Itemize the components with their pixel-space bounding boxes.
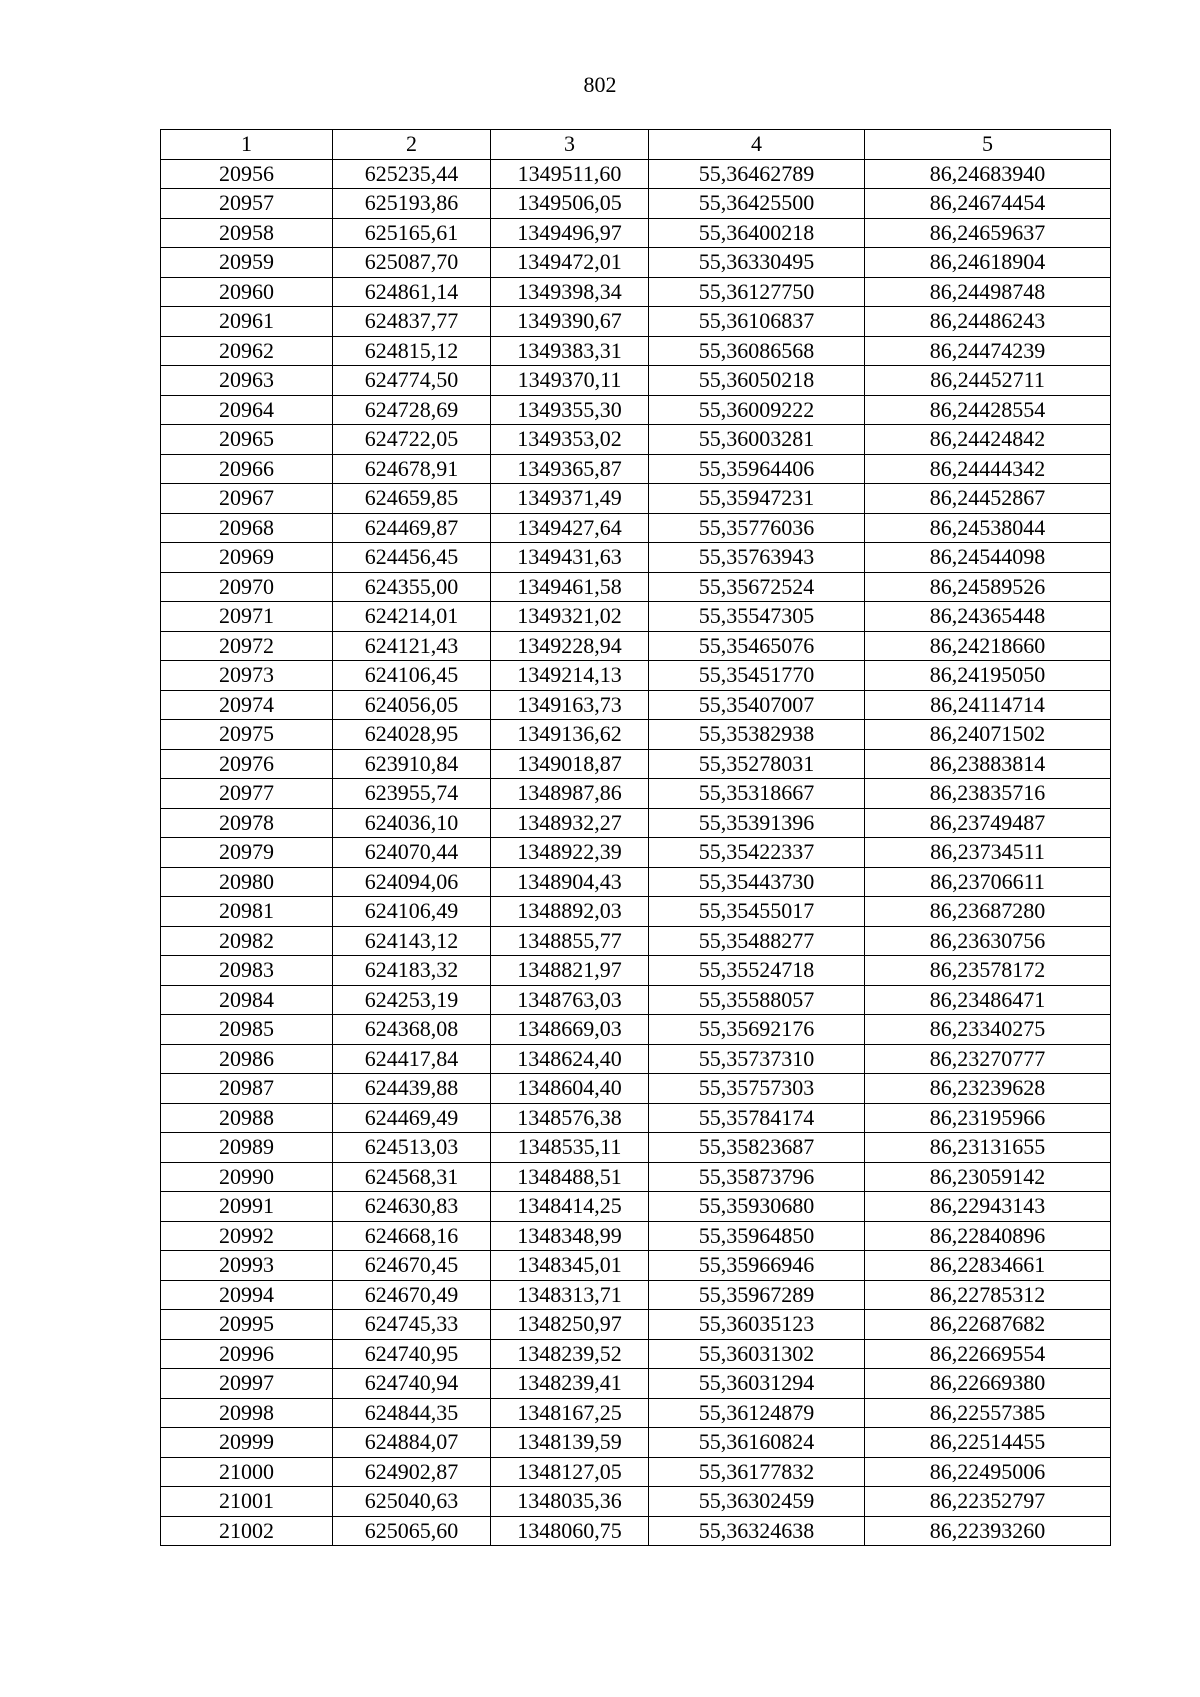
table-row (161, 661, 1111, 691)
table-cell-col-5: 86,23734511 (865, 838, 1111, 868)
table-cell-col-2: 624670,49 (333, 1280, 491, 1310)
table-cell-col-5: 86,23883814 (865, 749, 1111, 779)
table-cell-col-4: 55,35588057 (649, 985, 865, 1015)
table-cell-col-2: 624728,69 (333, 395, 491, 425)
table-cell-col-4: 55,35966946 (649, 1251, 865, 1281)
table-cell-col-4: 55,36050218 (649, 366, 865, 396)
table-cell-col-3: 1348624,40 (491, 1044, 649, 1074)
table-cell-col-4: 55,35455017 (649, 897, 865, 927)
table-cell-col-1: 21002 (161, 1516, 333, 1546)
table-cell-col-2: 624469,87 (333, 513, 491, 543)
table-cell-col-4: 55,35318667 (649, 779, 865, 809)
table-cell-col-2: 624036,10 (333, 808, 491, 838)
table-cell-col-5: 86,24544098 (865, 543, 1111, 573)
table-cell-col-4: 55,35672524 (649, 572, 865, 602)
table-body (161, 159, 1111, 1546)
table-cell-col-1: 20962 (161, 336, 333, 366)
table-cell-col-2: 623910,84 (333, 749, 491, 779)
table-cell-col-3: 1349427,64 (491, 513, 649, 543)
table-cell-col-4: 55,36330495 (649, 248, 865, 278)
table-cell-col-2: 625040,63 (333, 1487, 491, 1517)
table-row (161, 779, 1111, 809)
table-cell-col-4: 55,35488277 (649, 926, 865, 956)
table-cell-col-5: 86,22393260 (865, 1516, 1111, 1546)
table-cell-col-3: 1349511,60 (491, 159, 649, 189)
table-cell-col-4: 55,36003281 (649, 425, 865, 455)
table-row (161, 1044, 1111, 1074)
table-cell-col-5: 86,23270777 (865, 1044, 1111, 1074)
table-row (161, 1339, 1111, 1369)
table-cell-col-5: 86,24618904 (865, 248, 1111, 278)
table-cell-col-1: 20965 (161, 425, 333, 455)
table-row (161, 1369, 1111, 1399)
table-row (161, 1192, 1111, 1222)
table-cell-col-2: 625193,86 (333, 189, 491, 219)
table-cell-col-2: 624745,33 (333, 1310, 491, 1340)
table-cell-col-1: 20959 (161, 248, 333, 278)
table-cell-col-4: 55,35465076 (649, 631, 865, 661)
table-cell-col-3: 1348922,39 (491, 838, 649, 868)
table-cell-col-5: 86,24674454 (865, 189, 1111, 219)
table-row (161, 484, 1111, 514)
table-row (161, 1251, 1111, 1281)
table-cell-col-3: 1349163,73 (491, 690, 649, 720)
table-row (161, 189, 1111, 219)
table-cell-col-3: 1348987,86 (491, 779, 649, 809)
table-cell-col-4: 55,35776036 (649, 513, 865, 543)
table-cell-col-1: 20974 (161, 690, 333, 720)
table-cell-col-3: 1349365,87 (491, 454, 649, 484)
table-cell-col-5: 86,23059142 (865, 1162, 1111, 1192)
table-cell-col-5: 86,23486471 (865, 985, 1111, 1015)
table-cell-col-2: 624513,03 (333, 1133, 491, 1163)
table-cell-col-1: 20958 (161, 218, 333, 248)
table-cell-col-5: 86,23630756 (865, 926, 1111, 956)
table-cell-col-1: 20999 (161, 1428, 333, 1458)
table-cell-col-3: 1349136,62 (491, 720, 649, 750)
table-cell-col-2: 624439,88 (333, 1074, 491, 1104)
table-cell-col-5: 86,22495006 (865, 1457, 1111, 1487)
table-cell-col-3: 1348604,40 (491, 1074, 649, 1104)
table-cell-col-1: 21000 (161, 1457, 333, 1487)
table-cell-col-2: 624106,45 (333, 661, 491, 691)
table-cell-col-3: 1348127,05 (491, 1457, 649, 1487)
table-cell-col-3: 1349228,94 (491, 631, 649, 661)
table-cell-col-4: 55,35391396 (649, 808, 865, 838)
table-cell-col-5: 86,23706611 (865, 867, 1111, 897)
table-cell-col-4: 55,36302459 (649, 1487, 865, 1517)
table-cell-col-1: 20975 (161, 720, 333, 750)
table-cell-col-1: 20984 (161, 985, 333, 1015)
table-cell-col-1: 20995 (161, 1310, 333, 1340)
table-cell-col-2: 624722,05 (333, 425, 491, 455)
table-cell-col-2: 624056,05 (333, 690, 491, 720)
table-cell-col-3: 1349472,01 (491, 248, 649, 278)
table-cell-col-1: 20985 (161, 1015, 333, 1045)
table-cell-col-3: 1348488,51 (491, 1162, 649, 1192)
table-cell-col-4: 55,35930680 (649, 1192, 865, 1222)
table-cell-col-4: 55,35407007 (649, 690, 865, 720)
column-header-4: 4 (649, 130, 865, 160)
table-cell-col-1: 20994 (161, 1280, 333, 1310)
table-cell-col-3: 1348250,97 (491, 1310, 649, 1340)
table-cell-col-4: 55,36160824 (649, 1428, 865, 1458)
table-cell-col-3: 1349321,02 (491, 602, 649, 632)
table-cell-col-5: 86,24071502 (865, 720, 1111, 750)
table-cell-col-3: 1348904,43 (491, 867, 649, 897)
table-row (161, 956, 1111, 986)
table-cell-col-1: 20963 (161, 366, 333, 396)
table-cell-col-2: 624678,91 (333, 454, 491, 484)
table-cell-col-1: 20977 (161, 779, 333, 809)
table-cell-col-2: 624884,07 (333, 1428, 491, 1458)
table-cell-col-2: 623955,74 (333, 779, 491, 809)
table-cell-col-5: 86,24538044 (865, 513, 1111, 543)
table-cell-col-4: 55,36106837 (649, 307, 865, 337)
coordinates-table (160, 129, 1111, 1546)
table-cell-col-3: 1348139,59 (491, 1428, 649, 1458)
table-cell-col-4: 55,36425500 (649, 189, 865, 219)
table-row (161, 838, 1111, 868)
table-cell-col-4: 55,35692176 (649, 1015, 865, 1045)
table-cell-col-1: 20979 (161, 838, 333, 868)
table-cell-col-4: 55,35547305 (649, 602, 865, 632)
table-cell-col-5: 86,23578172 (865, 956, 1111, 986)
table-row (161, 1428, 1111, 1458)
table-cell-col-3: 1348763,03 (491, 985, 649, 1015)
table-cell-col-3: 1349496,97 (491, 218, 649, 248)
table-cell-col-5: 86,24365448 (865, 602, 1111, 632)
header-row (161, 130, 1111, 160)
table-cell-col-2: 624417,84 (333, 1044, 491, 1074)
table-cell-col-1: 20956 (161, 159, 333, 189)
table-row (161, 690, 1111, 720)
table-cell-col-1: 20980 (161, 867, 333, 897)
table-cell-col-5: 86,23749487 (865, 808, 1111, 838)
table-row (161, 1457, 1111, 1487)
table-cell-col-4: 55,36462789 (649, 159, 865, 189)
table-cell-col-2: 625065,60 (333, 1516, 491, 1546)
table-row (161, 1516, 1111, 1546)
table-cell-col-1: 20983 (161, 956, 333, 986)
table-cell-col-5: 86,24452867 (865, 484, 1111, 514)
table-cell-col-2: 624469,49 (333, 1103, 491, 1133)
table-cell-col-2: 624106,49 (333, 897, 491, 927)
table-cell-col-3: 1348239,41 (491, 1369, 649, 1399)
table-cell-col-5: 86,22557385 (865, 1398, 1111, 1428)
table-cell-col-1: 20967 (161, 484, 333, 514)
table-cell-col-4: 55,36124879 (649, 1398, 865, 1428)
table-cell-col-3: 1348669,03 (491, 1015, 649, 1045)
table-cell-col-1: 20970 (161, 572, 333, 602)
table-cell-col-5: 86,24474239 (865, 336, 1111, 366)
table-cell-col-3: 1349390,67 (491, 307, 649, 337)
table-cell-col-2: 624183,32 (333, 956, 491, 986)
table-cell-col-2: 624094,06 (333, 867, 491, 897)
table-cell-col-5: 86,22785312 (865, 1280, 1111, 1310)
table-cell-col-3: 1349018,87 (491, 749, 649, 779)
table-row (161, 1280, 1111, 1310)
table-cell-col-4: 55,35757303 (649, 1074, 865, 1104)
table-row (161, 1074, 1111, 1104)
table-cell-col-2: 624670,45 (333, 1251, 491, 1281)
table-cell-col-2: 624368,08 (333, 1015, 491, 1045)
table-cell-col-4: 55,35873796 (649, 1162, 865, 1192)
table-row (161, 749, 1111, 779)
table-cell-col-2: 624815,12 (333, 336, 491, 366)
table-cell-col-3: 1349214,13 (491, 661, 649, 691)
table-cell-col-5: 86,23340275 (865, 1015, 1111, 1045)
table-cell-col-4: 55,36009222 (649, 395, 865, 425)
table-cell-col-5: 86,22943143 (865, 1192, 1111, 1222)
table-cell-col-3: 1348348,99 (491, 1221, 649, 1251)
table-cell-col-4: 55,35451770 (649, 661, 865, 691)
table-row (161, 1487, 1111, 1517)
table-cell-col-4: 55,36086568 (649, 336, 865, 366)
table-row (161, 808, 1111, 838)
table-cell-col-1: 20991 (161, 1192, 333, 1222)
column-header-5: 5 (865, 130, 1111, 160)
table-cell-col-2: 624568,31 (333, 1162, 491, 1192)
table-cell-col-4: 55,36127750 (649, 277, 865, 307)
table-cell-col-5: 86,22669380 (865, 1369, 1111, 1399)
table-row (161, 1103, 1111, 1133)
table-cell-col-2: 624253,19 (333, 985, 491, 1015)
table-cell-col-1: 20990 (161, 1162, 333, 1192)
table-row (161, 1133, 1111, 1163)
table-cell-col-4: 55,36031302 (649, 1339, 865, 1369)
table-row (161, 572, 1111, 602)
table-row (161, 897, 1111, 927)
table-cell-col-1: 20978 (161, 808, 333, 838)
table-cell-col-5: 86,22834661 (865, 1251, 1111, 1281)
table-cell-col-5: 86,24428554 (865, 395, 1111, 425)
table-row (161, 307, 1111, 337)
table-cell-col-5: 86,23131655 (865, 1133, 1111, 1163)
table-cell-col-4: 55,36400218 (649, 218, 865, 248)
table-cell-col-5: 86,24218660 (865, 631, 1111, 661)
table-cell-col-4: 55,35382938 (649, 720, 865, 750)
table-cell-col-1: 20989 (161, 1133, 333, 1163)
table-cell-col-1: 21001 (161, 1487, 333, 1517)
table-cell-col-2: 624659,85 (333, 484, 491, 514)
table-cell-col-3: 1349461,58 (491, 572, 649, 602)
table-cell-col-4: 55,36324638 (649, 1516, 865, 1546)
table-cell-col-5: 86,24683940 (865, 159, 1111, 189)
table-cell-col-2: 624355,00 (333, 572, 491, 602)
table-cell-col-3: 1349398,34 (491, 277, 649, 307)
table-cell-col-1: 20988 (161, 1103, 333, 1133)
table-cell-col-2: 624668,16 (333, 1221, 491, 1251)
table-row (161, 1015, 1111, 1045)
table-cell-col-5: 86,22352797 (865, 1487, 1111, 1517)
table-cell-col-1: 20993 (161, 1251, 333, 1281)
table-row (161, 1398, 1111, 1428)
table-cell-col-3: 1349353,02 (491, 425, 649, 455)
table-cell-col-3: 1348060,75 (491, 1516, 649, 1546)
table-cell-col-1: 20981 (161, 897, 333, 927)
table-cell-col-2: 625165,61 (333, 218, 491, 248)
table-cell-col-5: 86,24114714 (865, 690, 1111, 720)
table-cell-col-5: 86,24195050 (865, 661, 1111, 691)
table-cell-col-4: 55,35823687 (649, 1133, 865, 1163)
table-cell-col-2: 624740,94 (333, 1369, 491, 1399)
table-row (161, 248, 1111, 278)
table-row (161, 454, 1111, 484)
table-cell-col-3: 1348313,71 (491, 1280, 649, 1310)
table-row (161, 867, 1111, 897)
table-row (161, 336, 1111, 366)
table-cell-col-5: 86,24424842 (865, 425, 1111, 455)
table-row (161, 543, 1111, 573)
table-cell-col-1: 20982 (161, 926, 333, 956)
table-cell-col-4: 55,35964406 (649, 454, 865, 484)
table-cell-col-5: 86,22687682 (865, 1310, 1111, 1340)
table-cell-col-2: 625235,44 (333, 159, 491, 189)
table-cell-col-1: 20971 (161, 602, 333, 632)
table-cell-col-1: 20966 (161, 454, 333, 484)
table-cell-col-3: 1348167,25 (491, 1398, 649, 1428)
column-header-2: 2 (333, 130, 491, 160)
table-cell-col-2: 625087,70 (333, 248, 491, 278)
table-cell-col-2: 624028,95 (333, 720, 491, 750)
table-cell-col-1: 20960 (161, 277, 333, 307)
table-cell-col-3: 1348414,25 (491, 1192, 649, 1222)
table-cell-col-2: 624740,95 (333, 1339, 491, 1369)
table-cell-col-2: 624456,45 (333, 543, 491, 573)
table-cell-col-5: 86,23687280 (865, 897, 1111, 927)
table-cell-col-2: 624861,14 (333, 277, 491, 307)
table-cell-col-4: 55,35422337 (649, 838, 865, 868)
table-cell-col-1: 20961 (161, 307, 333, 337)
table-cell-col-4: 55,36031294 (649, 1369, 865, 1399)
table-cell-col-1: 20976 (161, 749, 333, 779)
table-cell-col-3: 1349371,49 (491, 484, 649, 514)
table-cell-col-1: 20996 (161, 1339, 333, 1369)
table-cell-col-4: 55,35964850 (649, 1221, 865, 1251)
table-cell-col-4: 55,35443730 (649, 867, 865, 897)
table-cell-col-1: 20992 (161, 1221, 333, 1251)
table-cell-col-3: 1349370,11 (491, 366, 649, 396)
table-cell-col-2: 624837,77 (333, 307, 491, 337)
page-number: 802 (583, 72, 617, 97)
table-row (161, 277, 1111, 307)
table-cell-col-2: 624121,43 (333, 631, 491, 661)
table-row (161, 631, 1111, 661)
table-header (161, 130, 1111, 160)
table-cell-col-3: 1348932,27 (491, 808, 649, 838)
table-cell-col-5: 86,22669554 (865, 1339, 1111, 1369)
table-cell-col-4: 55,35784174 (649, 1103, 865, 1133)
table-row (161, 1162, 1111, 1192)
table-cell-col-3: 1348576,38 (491, 1103, 649, 1133)
table-cell-col-3: 1348035,36 (491, 1487, 649, 1517)
table-row (161, 218, 1111, 248)
table-cell-col-1: 20968 (161, 513, 333, 543)
table-cell-col-4: 55,35278031 (649, 749, 865, 779)
table-cell-col-4: 55,35967289 (649, 1280, 865, 1310)
table-row (161, 366, 1111, 396)
table-cell-col-1: 20998 (161, 1398, 333, 1428)
table-cell-col-2: 624214,01 (333, 602, 491, 632)
table-cell-col-1: 20957 (161, 189, 333, 219)
table-cell-col-2: 624844,35 (333, 1398, 491, 1428)
table-cell-col-5: 86,23239628 (865, 1074, 1111, 1104)
table-row (161, 1221, 1111, 1251)
table-cell-col-5: 86,23195966 (865, 1103, 1111, 1133)
table-cell-col-5: 86,22514455 (865, 1428, 1111, 1458)
table-cell-col-3: 1349431,63 (491, 543, 649, 573)
table-cell-col-5: 86,24589526 (865, 572, 1111, 602)
table-cell-col-5: 86,24452711 (865, 366, 1111, 396)
table-cell-col-4: 55,35947231 (649, 484, 865, 514)
table-cell-col-3: 1348892,03 (491, 897, 649, 927)
table-row (161, 395, 1111, 425)
table-cell-col-3: 1349383,31 (491, 336, 649, 366)
column-header-1: 1 (161, 130, 333, 160)
table-cell-col-5: 86,22840896 (865, 1221, 1111, 1251)
table-cell-col-4: 55,36177832 (649, 1457, 865, 1487)
table-row (161, 926, 1111, 956)
table-cell-col-1: 20969 (161, 543, 333, 573)
table-cell-col-1: 20972 (161, 631, 333, 661)
table-cell-col-1: 20986 (161, 1044, 333, 1074)
table-cell-col-2: 624902,87 (333, 1457, 491, 1487)
table-cell-col-4: 55,35524718 (649, 956, 865, 986)
table-row (161, 985, 1111, 1015)
table-cell-col-3: 1348855,77 (491, 926, 649, 956)
table-cell-col-2: 624070,44 (333, 838, 491, 868)
table-cell-col-2: 624143,12 (333, 926, 491, 956)
table-row (161, 425, 1111, 455)
table-cell-col-4: 55,35737310 (649, 1044, 865, 1074)
table-cell-col-3: 1348345,01 (491, 1251, 649, 1281)
table-row (161, 1310, 1111, 1340)
table-cell-col-2: 624630,83 (333, 1192, 491, 1222)
table-cell-col-3: 1348821,97 (491, 956, 649, 986)
table-row (161, 602, 1111, 632)
table-cell-col-4: 55,36035123 (649, 1310, 865, 1340)
table-cell-col-4: 55,35763943 (649, 543, 865, 573)
table-cell-col-2: 624774,50 (333, 366, 491, 396)
column-header-3: 3 (491, 130, 649, 160)
table-cell-col-5: 86,24444342 (865, 454, 1111, 484)
table-cell-col-1: 20997 (161, 1369, 333, 1399)
table-row (161, 159, 1111, 189)
table-cell-col-5: 86,24498748 (865, 277, 1111, 307)
table-cell-col-3: 1348535,11 (491, 1133, 649, 1163)
table-cell-col-5: 86,24486243 (865, 307, 1111, 337)
table-cell-col-5: 86,23835716 (865, 779, 1111, 809)
table-cell-col-3: 1348239,52 (491, 1339, 649, 1369)
table-cell-col-1: 20964 (161, 395, 333, 425)
table-row (161, 720, 1111, 750)
table-cell-col-1: 20973 (161, 661, 333, 691)
table-cell-col-3: 1349355,30 (491, 395, 649, 425)
table-cell-col-1: 20987 (161, 1074, 333, 1104)
table-cell-col-3: 1349506,05 (491, 189, 649, 219)
table-cell-col-5: 86,24659637 (865, 218, 1111, 248)
table-row (161, 513, 1111, 543)
